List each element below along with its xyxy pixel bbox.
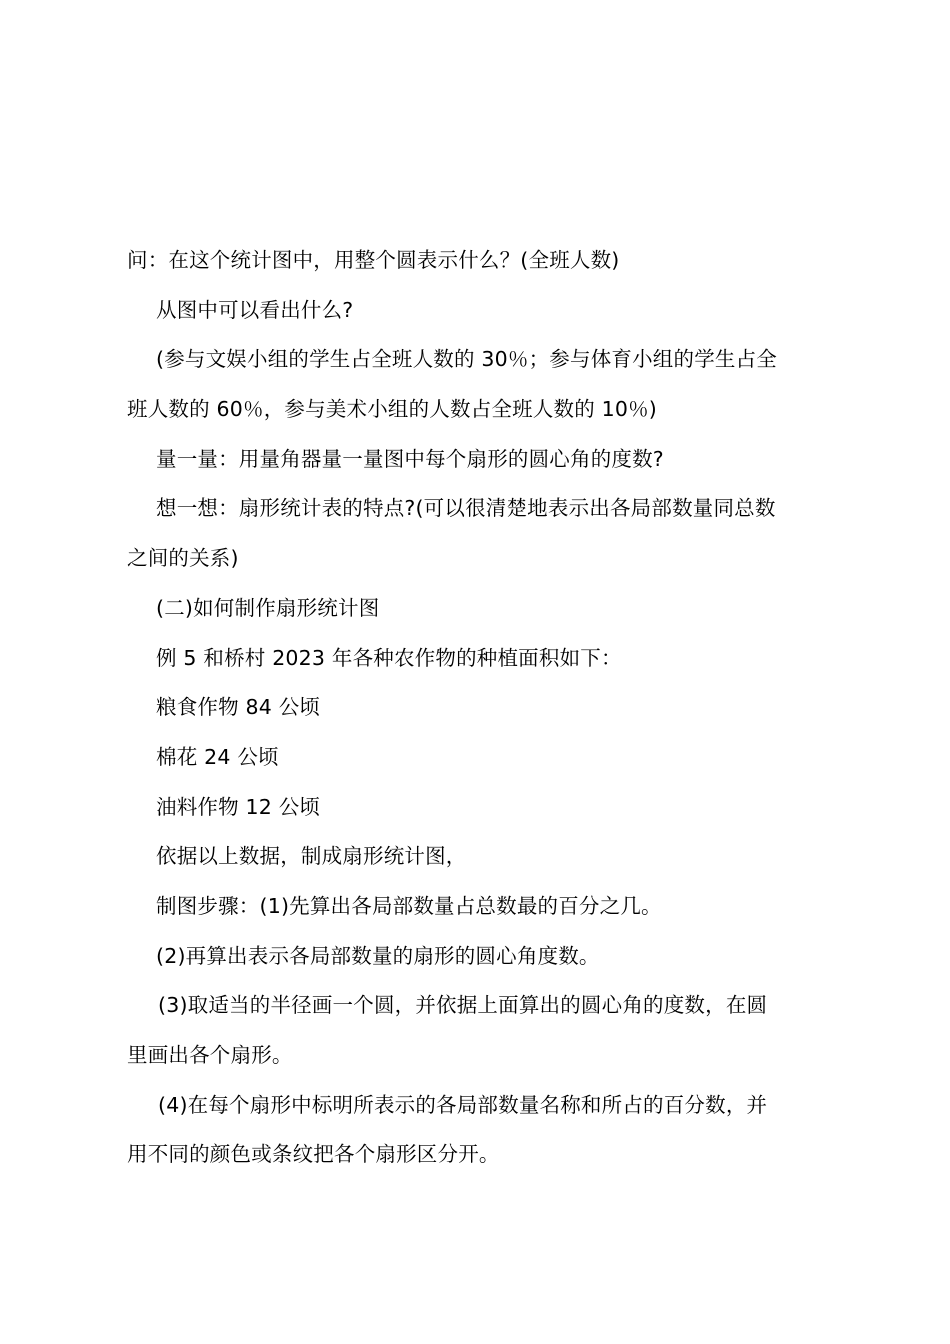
step-3-line-2: 里画出各个扇形。	[127, 1043, 293, 1067]
data-item-cotton: 棉花 24 公顷	[156, 744, 279, 769]
document-body	[127, 236, 833, 1180]
data-item-oil: 油料作物 12 公顷	[156, 794, 321, 819]
example-intro: 例 5 和桥村 2023 年各种农作物的种植面积如下：	[156, 645, 622, 670]
step-3-line-1: (3)取适当的半径画一个圆，并依据上面算出的圆心角的度数，在圆	[158, 993, 768, 1018]
section-heading: (二)如何制作扇形统计图	[156, 595, 380, 620]
think-paragraph-line-1: 想一想：扇形统计表的特点?(可以很清楚地表示出各局部数量同总数	[156, 496, 776, 521]
answer-paragraph-line-2: 班人数的 60％，参与美术小组的人数占全班人数的 10％)	[127, 397, 657, 422]
data-item-grain: 粮食作物 84 公顷	[156, 695, 321, 720]
step-4-line-2: 用不同的颜色或条纹把各个扇形区分开。	[127, 1142, 500, 1167]
instruction-line: 依据以上数据，制成扇形统计图，	[156, 844, 467, 869]
step-1: 制图步骤：(1)先算出各局部数量占总数最的百分之几。	[156, 893, 662, 918]
answer-paragraph-line-1: (参与文娱小组的学生占全班人数的 30％；参与体育小组的学生占全	[156, 347, 777, 372]
question-line: 问：在这个统计图中，用整个圆表示什么？(全班人数)	[127, 248, 620, 272]
measure-instruction: 量一量：用量角器量一量图中每个扇形的圆心角的度数?	[156, 446, 664, 471]
think-paragraph-line-2: 之间的关系)	[127, 546, 239, 571]
step-4-line-1: (4)在每个扇形中标明所表示的各局部数量名称和所占的百分数，并	[158, 1092, 768, 1117]
step-2: (2)再算出表示各局部数量的扇形的圆心角度数。	[156, 943, 600, 968]
question-what-seen: 从图中可以看出什么?	[156, 297, 354, 322]
